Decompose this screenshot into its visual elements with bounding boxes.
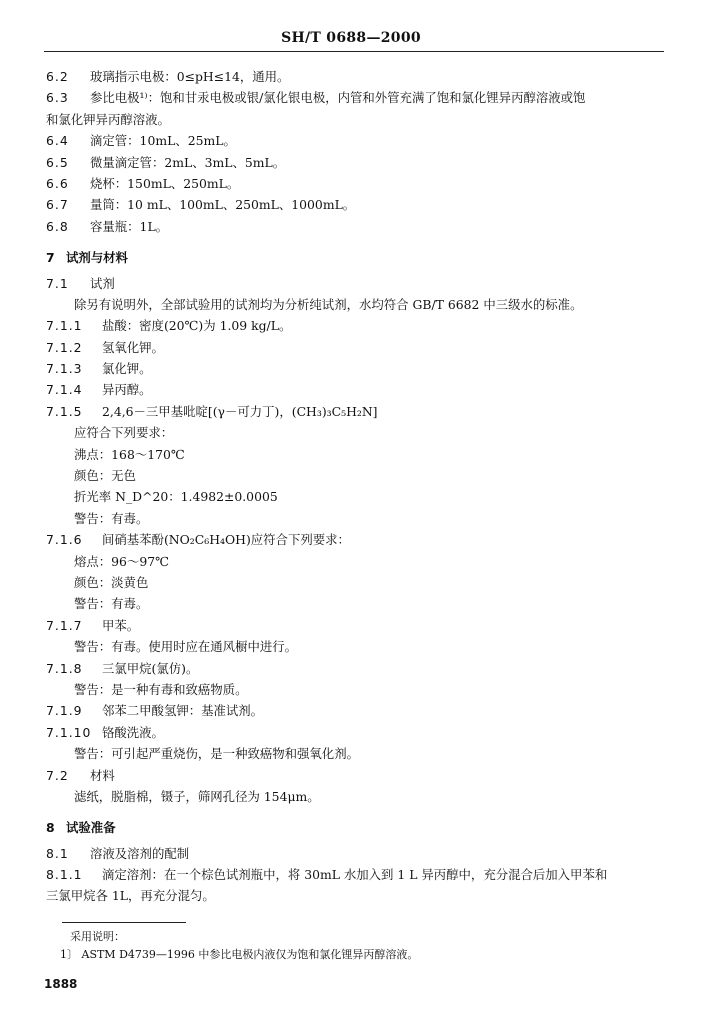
clause-text: 2,4,6－三甲基吡啶[(γ－可力丁)，(CH₃)₃C₅H₂N] [102, 403, 378, 419]
text-line [44, 636, 664, 657]
text-line [44, 864, 664, 885]
clause-number: 7.1.1 [46, 318, 83, 334]
indented-text: 警告：有毒。 [74, 510, 149, 526]
indented-text: 警告：有毒。使用时应在通风橱中进行。 [74, 639, 298, 655]
clause-text: 间硝基苯酚(NO₂C₆H₄OH)应符合下列要求： [102, 532, 350, 548]
clause-text: 玻璃指示电极：0≤pH≤14，通用。 [90, 69, 290, 84]
clause-text: 参比电极¹⁾：饱和甘汞电极或银/氯化银电极，内管和外管充满了饱和氯化锂异丙醇溶液或饱 [90, 90, 586, 106]
clause-text: 盐酸：密度(20℃)为 1.09 kg/L。 [102, 318, 292, 334]
text-line [44, 465, 664, 486]
text-line [44, 401, 664, 422]
text-line [44, 593, 664, 614]
text-line [44, 551, 664, 572]
clause-text: 滴定管：10mL、25mL。 [90, 133, 236, 149]
clause-number: 6.5 [46, 154, 69, 170]
clause-text: 异丙醇。 [102, 382, 152, 398]
footnote-title: 采用说明： [70, 930, 125, 943]
text-line [44, 700, 664, 721]
clause-number: 6.2 [46, 69, 69, 84]
indented-text: 警告：是一种有毒和致癌物质。 [74, 681, 248, 697]
clause-number: 7.1.10 [46, 724, 92, 740]
text-line [44, 786, 664, 807]
text-line [44, 486, 664, 507]
text-line [44, 194, 664, 215]
clause-number: 7.1.5 [46, 403, 83, 419]
clause-number: 6.7 [46, 197, 69, 213]
clause-number: 6.8 [46, 218, 69, 234]
text-line [44, 294, 664, 315]
text-line [44, 87, 664, 108]
text-line [44, 173, 664, 194]
indented-text: 颜色：淡黄色 [74, 574, 149, 590]
text-line [44, 66, 664, 87]
text-line [44, 508, 664, 529]
indented-text: 熔点：96～97℃ [74, 553, 169, 569]
clause-number: 7.2 [46, 767, 69, 783]
indented-text: 沸点：168～170℃ [74, 446, 185, 462]
clause-number: 6.3 [46, 90, 69, 106]
text-line [44, 615, 664, 636]
document-body [44, 66, 664, 907]
indented-text: 警告：可引起严重烧伤，是一种致癌物和强氧化剂。 [74, 746, 359, 762]
text-line [44, 529, 664, 550]
clause-text: 铬酸洗液。 [102, 724, 164, 740]
continuation-text: 三氯甲烷各 1L，再充分混匀。 [46, 888, 215, 904]
section-heading [44, 247, 664, 268]
footnote-text: 1〕 ASTM D4739—1996 中参比电极内液仅为饱和氯化锂异丙醇溶液。 [60, 948, 419, 961]
clause-text: 氯化钾。 [102, 361, 152, 377]
clause-number: 7.1.3 [46, 361, 83, 377]
clause-number: 6.6 [46, 175, 69, 191]
text-line [44, 216, 664, 237]
clause-number: 7.1.4 [46, 382, 83, 398]
text-line [44, 358, 664, 379]
text-line [44, 765, 664, 786]
clause-text: 溶液及溶剂的配制 [90, 845, 190, 861]
text-line [44, 444, 664, 465]
clause-text: 滴定溶剂：在一个棕色试剂瓶中，将 30mL 水加入到 1 L 异丙醇中，充分混合后加入甲苯和 [102, 867, 608, 883]
indented-text: 应符合下列要求： [74, 425, 174, 441]
clause-number: 7.1.7 [46, 617, 83, 633]
header-divider [44, 51, 664, 52]
text-line [44, 679, 664, 700]
clause-text: 氢氧化钾。 [102, 339, 164, 355]
text-line [44, 572, 664, 593]
page-header-title: SH/T 0688—2000 [281, 30, 421, 46]
text-line [44, 843, 664, 864]
section-gap [44, 237, 664, 247]
clause-text: 甲苯。 [102, 617, 140, 633]
clause-text: 三氯甲烷(氯仿)。 [102, 660, 199, 676]
text-line [44, 422, 664, 443]
text-line [44, 315, 664, 336]
indented-text: 折光率 N_D^20：1.4982±0.0005 [74, 489, 278, 505]
page-number: 1888 [44, 977, 78, 991]
text-line [44, 109, 664, 130]
clause-number: 7 [46, 250, 55, 266]
clause-number: 8.1 [46, 845, 69, 861]
section-gap [44, 807, 664, 817]
continuation-text: 和氯化钾异丙醇溶液。 [46, 111, 170, 127]
indented-text: 警告：有毒。 [74, 596, 149, 612]
indented-text: 除另有说明外，全部试验用的试剂均为分析纯试剂，水均符合 GB/T 6682 中三级水的标准。 [74, 296, 583, 312]
text-line [44, 722, 664, 743]
clause-number: 8 [46, 820, 55, 836]
clause-text: 试验准备 [66, 820, 116, 836]
text-line [44, 885, 664, 906]
text-line [44, 273, 664, 294]
clause-text: 试剂与材料 [66, 250, 128, 266]
footnote-divider [62, 922, 186, 923]
clause-text: 邻苯二甲酸氢钾：基准试剂。 [102, 703, 264, 719]
clause-number: 7.1.9 [46, 703, 83, 719]
clause-text: 量筒：10 mL、100mL、250mL、1000mL。 [90, 197, 356, 213]
clause-text: 试剂 [90, 275, 115, 291]
indented-text: 颜色：无色 [74, 468, 136, 484]
text-line [44, 130, 664, 151]
text-line [44, 743, 664, 764]
text-line [44, 337, 664, 358]
text-line [44, 152, 664, 173]
clause-number: 7.1.8 [46, 660, 83, 676]
clause-number: 7.1.6 [46, 532, 83, 548]
clause-number: 6.4 [46, 133, 69, 149]
section-heading [44, 817, 664, 838]
text-line [44, 658, 664, 679]
clause-text: 微量滴定管：2mL、3mL、5mL。 [90, 154, 286, 170]
clause-number: 7.1.2 [46, 339, 83, 355]
clause-number: 7.1 [46, 275, 69, 291]
clause-number: 8.1.1 [46, 867, 83, 883]
clause-text: 容量瓶：1L。 [90, 218, 169, 234]
clause-text: 烧杯：150mL、250mL。 [90, 175, 240, 191]
indented-text: 滤纸，脱脂棉，镊子，筛网孔径为 154μm。 [74, 788, 320, 804]
clause-text: 材料 [90, 767, 115, 783]
text-line [44, 379, 664, 400]
